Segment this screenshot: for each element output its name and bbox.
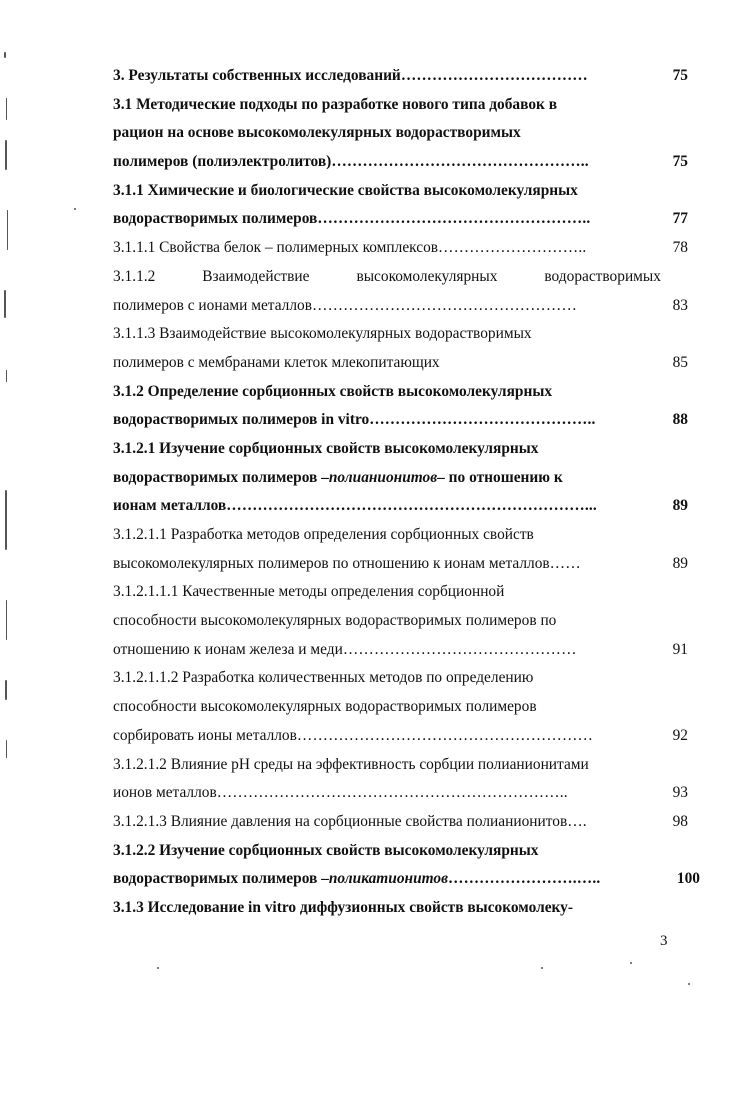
toc-entry: полимеров (полиэлектролитов)………………………………………….. 75 [113,148,688,177]
table-of-contents [113,62,700,923]
toc-entry: 3.1.1.3 Взаимодействие высокомолекулярных водорастворимых [113,325,532,343]
toc-page-number: 92 [672,726,688,744]
toc-page-number: 89 [672,554,688,572]
toc-entry: 3.1.2.1.2 Влияние pH среды на эффективность сорбции полианионитами [113,755,589,773]
toc-page-number: 77 [672,210,688,228]
scan-speck [74,208,76,210]
toc-entry: 3.1.2.1.1 Разработка методов определения сорбционных свойств [113,526,534,543]
toc-page-number: 85 [672,353,688,371]
page-number: 3 [660,933,668,949]
toc-entry: водорастворимых полимеров –полианионитов– по отношению к [113,468,563,486]
toc-entry: 3.1.2.1.1.2 Разработка количественных методов по определению [113,669,534,687]
scan-speck [630,962,632,964]
toc-page-number: 98 [672,812,688,830]
toc-entry: полимеров с ионами металлов…………………………………………… 83 [113,292,688,321]
toc-entry: 3.1.1 Химические и биологические свойства высокомолекулярных [113,181,578,199]
toc-justified-line: 3.1.1.2 Взаимодействие высокомолекулярных водорастворимых [113,267,661,285]
toc-entry: 3.1.2 Определение сорбционных свойств высокомолекулярных [113,382,553,400]
toc-entry: ионов металлов………………………………………………………….. 93 [113,779,688,808]
toc-page-number: 89 [672,497,688,515]
toc-entry: способности высокомолекулярных водорастворимых полимеров по [113,612,557,630]
scan-speck [157,967,159,969]
toc-page-number: 75 [672,153,688,171]
toc-entry: сорбировать ионы металлов………………………………………………… 92 [113,722,688,751]
toc-entry: 3. Результаты собственных исследований……………………………… 75 [113,62,688,91]
toc-entry: высокомолекулярных полимеров по отношению к ионам металлов…… 89 [113,550,688,579]
scan-speck [688,983,690,985]
toc-page-number: 78 [672,239,688,257]
toc-page-number: 83 [672,296,688,314]
toc-entry: отношению к ионам железа и меди……………………………………… 91 [113,636,688,665]
toc-entry: ионам металлов……………………………………………………………... 89 [113,492,688,521]
toc-entry: 3.1.2.1.3 Влияние давления на сорбционные свойства полианионитов…. 98 [113,808,688,837]
toc-entry: 3.1.2.1 Изучение сорбционных свойств высокомолекулярных [113,439,539,457]
scan-speck [541,967,543,969]
toc-page-number: 91 [672,640,688,658]
toc-entry: 3.1 Методические подходы по разработке нового типа добавок в [113,95,558,113]
toc-page-number: 88 [672,411,688,429]
toc-entry: водорастворимых полимеров…………………………………………….. 77 [113,205,688,234]
toc-entry: 3.1.2.1.1.1 Качественные методы определения сорбционной [113,583,505,601]
toc-entry: полимеров с мембранами клеток млекопитающих 85 [113,349,688,378]
toc-page-number: 93 [672,784,688,802]
toc-entry: водорастворимых полимеров –поликатионитов…………………….….. 100 [113,865,688,894]
scan-margin-noise [0,40,16,800]
toc-entry: 3.1.1.1 Свойства белок – полимерных комплексов……………………….. 78 [113,234,688,263]
toc-page-number: 100 [676,870,700,888]
toc-entry: водорастворимых полимеров in vitro…………………………………….. 88 [113,406,688,435]
toc-entry: рацион на основе высокомолекулярных водорастворимых [113,124,521,142]
toc-page-number: 75 [672,67,688,84]
toc-entry: способности высокомолекулярных водорастворимых полимеров [113,698,537,716]
toc-entry: 3.1.2.2 Изучение сорбционных свойств высокомолекулярных [113,841,539,859]
toc-entry: 3.1.3 Исследование in vitro диффузионных свойств высокомолеку- [113,898,574,916]
toc-entry [113,263,688,292]
